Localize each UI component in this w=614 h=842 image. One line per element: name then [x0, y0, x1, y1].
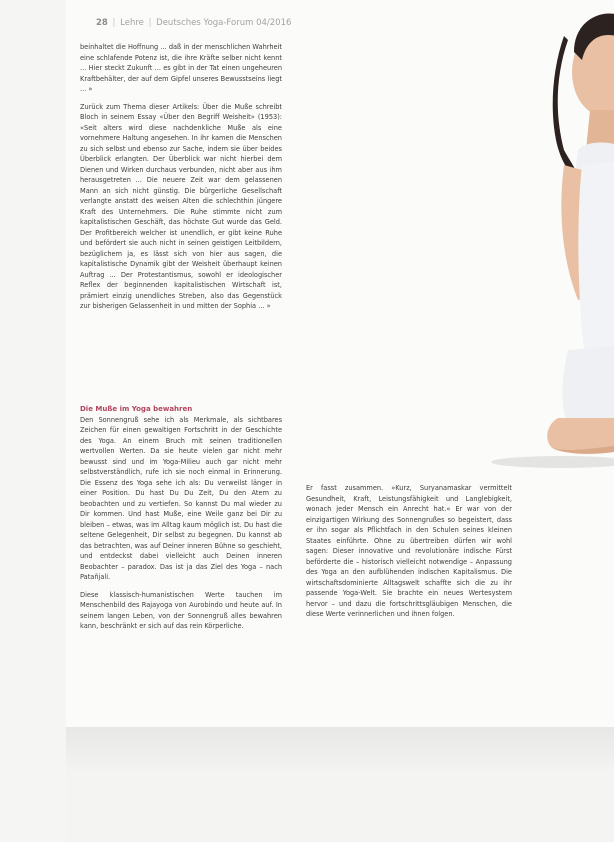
article-column-left [80, 42, 282, 319]
header-separator: | [148, 18, 152, 28]
page-header [96, 18, 291, 28]
header-section: Lehre [120, 18, 144, 28]
scanner-bed [66, 727, 614, 842]
scanner-margin [0, 0, 67, 842]
magazine-page [66, 0, 614, 727]
article-paragraph: beinhaltet die Hoffnung ... daß in der menschlichen Wahrheit eine schlafende Potenz ist, die ihre Kräfte selber nicht kennt ... Hier steckt Zukunft ... es gibt in der Tat einen ungeheuren Kraftbehälter, der auf dem Gipfel unseres Bewusstseins liegt ... » [80, 43, 282, 93]
article-paragraph: Den Sonnengruß sehe ich als Merkmale, als sichtbares Zeichen für einen gewaltigen Fortschritt in der Geschichte des Yoga. An einem Bruch mit seinen traditionellen wertvollen Werten. Da sie heute vielen gar nicht mehr bewusst sind und im Yoga-Milieu auch gar nicht mehr selbstverständlich, rufe ich sie noch einmal in Erinnerung. Die Essenz des Yoga sehe ich als: Du verweilst länger in einer Position. Du hast Du Du Zeit, Du den Atem zu beobachten und zu vertiefen. So kannst Du mal wieder zu Dir kommen. Und hast Muße, eine Weile ganz bei Dir zu bleiben – etwas, was im Alltag kaum möglich ist. Du hast die seltene Gelegenheit, Dir selbst zu begegnen. Du kannst ab das betrachten, was auf Deiner inneren Bühne so geschieht, und entdeckst dabei vielleicht auch Deinen inneren Beobachter – paradox. Das ist ja das Ziel des Yoga – nach Patañjali. [80, 415, 282, 581]
article-paragraph: Er fasst zusammen. »Kurz, Suryanamaskar vermittelt Gesundheit, Kraft, Leistungsfähigkeit und Langlebigkeit, wonach jeder Mensch ein Anrecht hat.« Er war von der einzigartigen Wirkung des Sonnengrußes so begeistert, dass er ihn sogar als Pflichtfach in den Schulen seines kleinen Staates einführte. Ohne zu übertreiben dürfen wir wohl sagen: Dieser innovative und revolutionäre indische Fürst beförderte die – historisch vielleicht notwendige – Anpassung des Yoga an den aufblühenden indischen Kapitalismus. Die wirtschaftsdominierte Alltagswelt schaffte sich die zu ihr passende Yoga-Welt. Sie brachte ein neues Wertesystem hervor – und dazu die fortschrittsgläubigen Menschen, die diese Werte verinnerlichen und ihnen folgen. [306, 484, 512, 618]
article-column-right [306, 483, 512, 627]
header-separator: | [112, 18, 116, 28]
section-heading: Die Muße im Yoga bewahren [80, 405, 193, 413]
article-column-left-section [80, 404, 282, 639]
header-publication: Deutsches Yoga-Forum 04/2016 [156, 18, 292, 28]
yoga-woman-photo [486, 0, 614, 475]
page-number: 28 [96, 18, 108, 28]
article-paragraph: Diese klassisch-humanistischen Werte tauchen im Menschenbild des Rajayoga von Aurobindo und heute auf. In seinem langen Leben, von der Sonnengruß alles bewahren kann, beschränkt er sich auf das rein Körperliche. [80, 590, 282, 630]
article-paragraph: Zurück zum Thema dieser Artikels: Über die Muße schreibt Bloch in seinem Essay «Über den Begriff Weisheit» (1953): «Seit alters wird diese nachdenkliche Muße als eine vornehmere Haltung angesehen. In ihr kamen die Menschen zu sich selbst und ebenso zur Sache, indem sie über beides Überblick erlangten. Der Überblick war nicht hierbei dem Dienen und Wirken durchaus verbunden, nicht aber aus ihm herausgetreten ... Die neuere Zeit war dem gelassenen Mann an sich nicht günstig. Die bürgerliche Gesellschaft verlangte anstatt des weisen Alten die schlechthin jüngere Kraft des Unternehmers. Die Ruhe stimmte nicht zum kapitalistischen Geschäft, das höchste Gut wurde das Geld. Der Profitbereich welcher ist unendlich, er gibt keine Ruhe und befördert sie auch nicht in seinen geistigen Leitbildern, bezüglichem ja, es lässt sich von hier aus sagen, die kapitalistische Dynamik gibt der Weisheit überhaupt keinen Auftrag ... Der Protestantismus, sowohl er ideologischer Reflex der beginnenden kapitalistischen Wirtschaft ist, prämiert einzig unendliches Streben, also das Gegenstück zur bisherigen Gelassenheit in und mitten der Sophia ... » [80, 102, 282, 310]
